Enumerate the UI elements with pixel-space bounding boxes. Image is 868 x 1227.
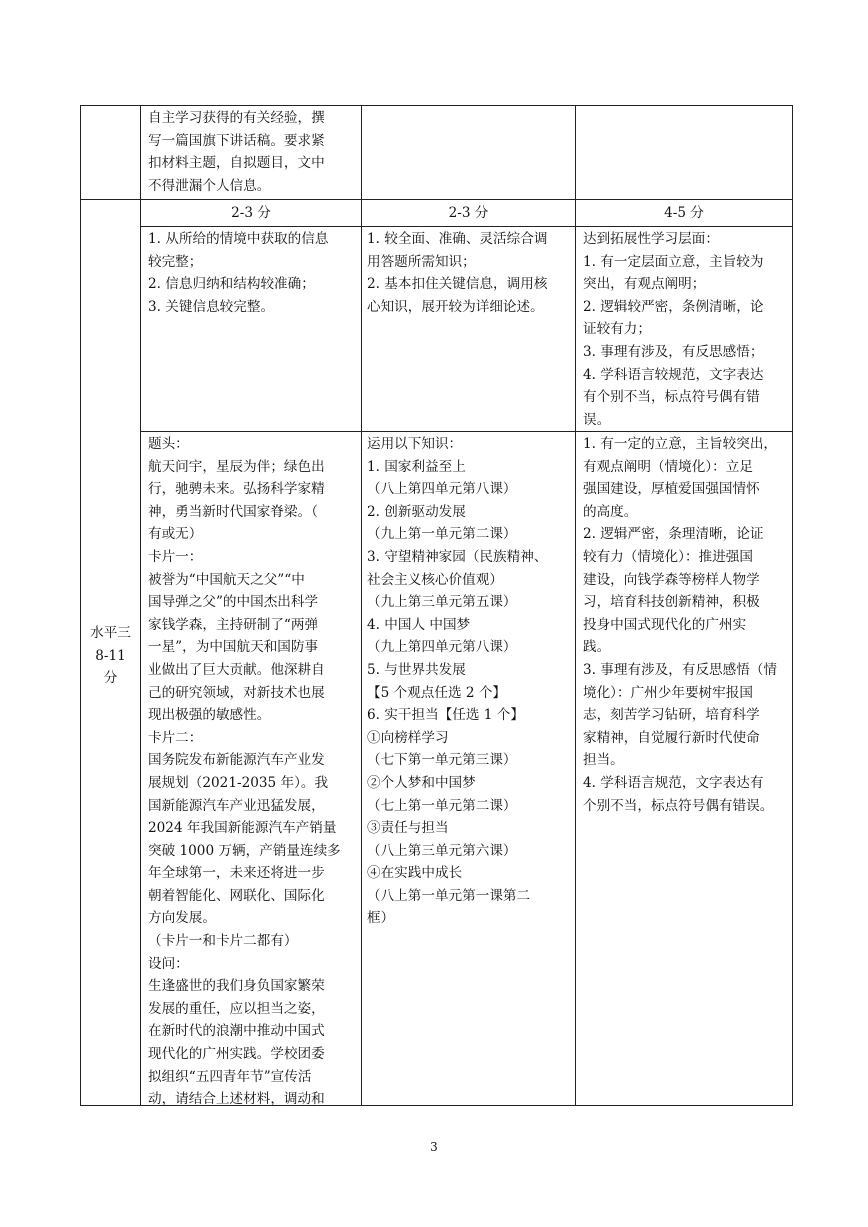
cell-line: 被誉为“中国航天之父”“中 xyxy=(148,571,305,588)
cell-line: 3. 事理有涉及，有反思感悟（情 xyxy=(583,661,778,678)
cell-line: 心知识，展开较为详细论述。 xyxy=(367,298,544,315)
example-cell-expansion xyxy=(583,433,789,817)
table-border-left xyxy=(80,105,81,1106)
cell-line: 境化）：广州少年要树牢报国 xyxy=(583,684,753,701)
table-cell-row1-task xyxy=(148,107,358,197)
cell-line: 志，刻苦学习钻研，培育科学 xyxy=(583,707,760,724)
cell-line: 达到拓展性学习层面： xyxy=(583,231,719,247)
cell-line: 题头： xyxy=(148,436,189,452)
cell-line: 展规划（2021-2035 年）。我 xyxy=(148,774,329,791)
score-cell-information xyxy=(141,202,361,225)
cell-line: 写一篇国旗下讲话稿。要求紧 xyxy=(148,132,325,149)
level-label-line: 水平三 xyxy=(90,625,131,641)
cell-line: 家精神，自觉履行新时代使命 xyxy=(583,729,760,746)
cell-line: 国务院发布新能源汽车产业发 xyxy=(148,752,325,769)
cell-line: 动，请结合上述材料，调动和 xyxy=(148,1091,325,1108)
cell-line: ④在实践中成长 xyxy=(367,865,463,882)
table-border-top xyxy=(80,105,793,106)
cell-line: （八上第四单元第八课） xyxy=(367,481,517,498)
cell-line: 发展的重任，应以担当之姿， xyxy=(148,1000,325,1017)
cell-line: 1. 有一定层面立意，主旨较为 xyxy=(583,253,764,270)
cell-line: 2. 创新驱动发展 xyxy=(367,503,466,520)
cell-line: 有观点阐明（情境化）：立足 xyxy=(583,458,753,475)
cell-line: 社会主义核心价值观） xyxy=(367,571,503,588)
cell-line: 6. 实干担当【任选 1 个】 xyxy=(367,707,524,724)
score-cell-knowledge xyxy=(362,202,575,225)
cell-line: （七上第一单元第二课） xyxy=(367,797,517,814)
score-label: 2-3 分 xyxy=(231,205,271,221)
cell-line: 误。 xyxy=(583,411,611,428)
cell-line: 卡片一： xyxy=(148,548,203,565)
cell-line: 神，勇当新时代国家脊梁。（ xyxy=(148,503,318,520)
cell-line: 有个别不当，标点符号偶有错 xyxy=(583,389,760,406)
cell-line: 1. 较全面、准确、灵活综合调 xyxy=(367,231,548,247)
table-row-divider xyxy=(80,199,793,200)
cell-line: 担当。 xyxy=(583,752,624,769)
cell-line: ②个人梦和中国梦 xyxy=(367,774,476,791)
example-cell-knowledge xyxy=(367,433,573,930)
score-label: 4-5 分 xyxy=(664,205,704,221)
table-column-divider xyxy=(575,105,576,1106)
cell-line: 卡片二： xyxy=(148,729,203,746)
cell-line: 强国建设，厚植爱国强国情怀 xyxy=(583,481,760,498)
cell-line: 己的研究领域，对新技术也展 xyxy=(148,684,325,701)
cell-line: 现代化的广州实践。学校团委 xyxy=(148,1046,325,1063)
cell-line: 2. 逻辑严密，条理清晰，论证 xyxy=(583,526,764,543)
cell-line: 个别不当，标点符号偶有错误。 xyxy=(583,797,774,814)
cell-line: 现出极强的敏感性。 xyxy=(148,707,271,724)
cell-line: 朝着智能化、网联化、国际化 xyxy=(148,887,325,904)
cell-line: 2. 基本扣住关键信息，调用核 xyxy=(367,276,548,293)
cell-line: 较完整； xyxy=(148,253,203,270)
cell-line: 习，培育科技创新精神，积极 xyxy=(583,594,760,611)
cell-line: ③责任与担当 xyxy=(367,820,449,837)
cell-line: 3. 事理有涉及，有反思感悟； xyxy=(583,343,764,360)
cell-line: 年全球第一，未来还将进一步 xyxy=(148,865,325,882)
cell-line: 突出，有观点阐明； xyxy=(583,276,706,293)
criteria-cell-information xyxy=(148,228,358,318)
cell-line: 航天问宇，星辰为伴；绿色出 xyxy=(148,458,325,475)
cell-line: 3. 关键信息较完整。 xyxy=(148,298,275,315)
cell-line: （八上第一单元第一课第二 xyxy=(367,887,531,904)
table-column-divider xyxy=(361,105,362,1106)
cell-line: 业做出了巨大贡献。他深耕自 xyxy=(148,661,325,678)
cell-line: （九上第三单元第五课） xyxy=(367,594,517,611)
score-label: 2-3 分 xyxy=(448,205,489,221)
cell-line: 框） xyxy=(367,910,395,927)
cell-line: 设问： xyxy=(148,955,189,972)
cell-line: 2024 年我国新能源汽车产销量 xyxy=(148,820,337,837)
cell-line: 较有力（情境化）：推进强国 xyxy=(583,548,753,565)
cell-line: 3. 守望精神家园（民族精神、 xyxy=(367,548,548,565)
cell-line: 1. 有一定的立意，主旨较突出， xyxy=(583,436,778,452)
cell-line: 在新时代的浪潮中推动中国式 xyxy=(148,1023,325,1040)
cell-line: 证较有力； xyxy=(583,321,651,338)
criteria-cell-expansion xyxy=(583,228,789,431)
cell-line: 不得泄漏个人信息。 xyxy=(148,177,271,194)
cell-line: 运用以下知识： xyxy=(367,436,463,452)
cell-line: 突破 1000 万辆，产销量连续多 xyxy=(148,842,341,859)
table-border-right xyxy=(792,105,793,1106)
cell-line: （七下第一单元第三课） xyxy=(367,752,517,769)
page-number: 3 xyxy=(430,1140,438,1154)
score-cell-expansion xyxy=(576,202,792,225)
cell-line: 国导弹之父”的中国杰出科学 xyxy=(148,594,319,611)
cell-line: 4. 中国人 中国梦 xyxy=(367,616,471,633)
cell-line: ①向榜样学习 xyxy=(367,729,449,746)
level-label-line: 8-11 xyxy=(95,647,126,664)
cell-line: 国新能源汽车产业迅猛发展， xyxy=(148,797,325,814)
cell-line: （八上第三单元第六课） xyxy=(367,842,517,859)
cell-line: 4. 学科语言规范，文字表达有 xyxy=(583,774,764,791)
cell-line: 践。 xyxy=(583,639,611,656)
table-row-divider xyxy=(140,226,793,227)
cell-line: 自主学习获得的有关经验，撰 xyxy=(148,110,325,126)
table-column-divider xyxy=(140,105,141,1106)
cell-line: 行，驰骋未来。弘扬科学家精 xyxy=(148,481,325,498)
cell-line: 家钱学森，主持研制了“两弹 xyxy=(148,616,319,633)
cell-line: 有或无） xyxy=(148,526,203,543)
level-label xyxy=(81,622,140,690)
cell-line: 1. 从所给的情境中获取的信息 xyxy=(148,231,329,247)
cell-line: 的高度。 xyxy=(583,503,638,520)
cell-line: （卡片一和卡片二都有） xyxy=(148,933,298,950)
cell-line: 1. 国家利益至上 xyxy=(367,458,466,475)
cell-line: 方向发展。 xyxy=(148,910,216,927)
cell-line: 建设，向钱学森等榜样人物学 xyxy=(583,571,760,588)
cell-line: 【5 个观点任选 2 个】 xyxy=(367,684,507,701)
cell-line: 一星”，为中国航天和国防事 xyxy=(148,639,319,656)
cell-line: 拟组织“五四青年节”宣传活 xyxy=(148,1068,312,1085)
level-label-line: 分 xyxy=(103,670,118,687)
cell-line: 4. 学科语言较规范，文字表达 xyxy=(583,366,764,383)
cell-line: 生逢盛世的我们身负国家繁荣 xyxy=(148,978,325,995)
cell-line: 2. 信息归纳和结构较准确； xyxy=(148,276,315,293)
cell-line: 5. 与世界共发展 xyxy=(367,661,466,678)
cell-line: 投身中国式现代化的广州实 xyxy=(583,616,747,633)
criteria-cell-knowledge xyxy=(367,228,572,318)
cell-line: 扣材料主题，自拟题目，文中 xyxy=(148,155,325,172)
cell-line: 2. 逻辑较严密，条例清晰，论 xyxy=(583,298,764,315)
cell-line: 用答题所需知识； xyxy=(367,253,476,270)
cell-line: （九上第四单元第八课） xyxy=(367,639,517,656)
example-cell-material xyxy=(148,433,360,1111)
cell-line: （九上第一单元第二课） xyxy=(367,526,517,543)
